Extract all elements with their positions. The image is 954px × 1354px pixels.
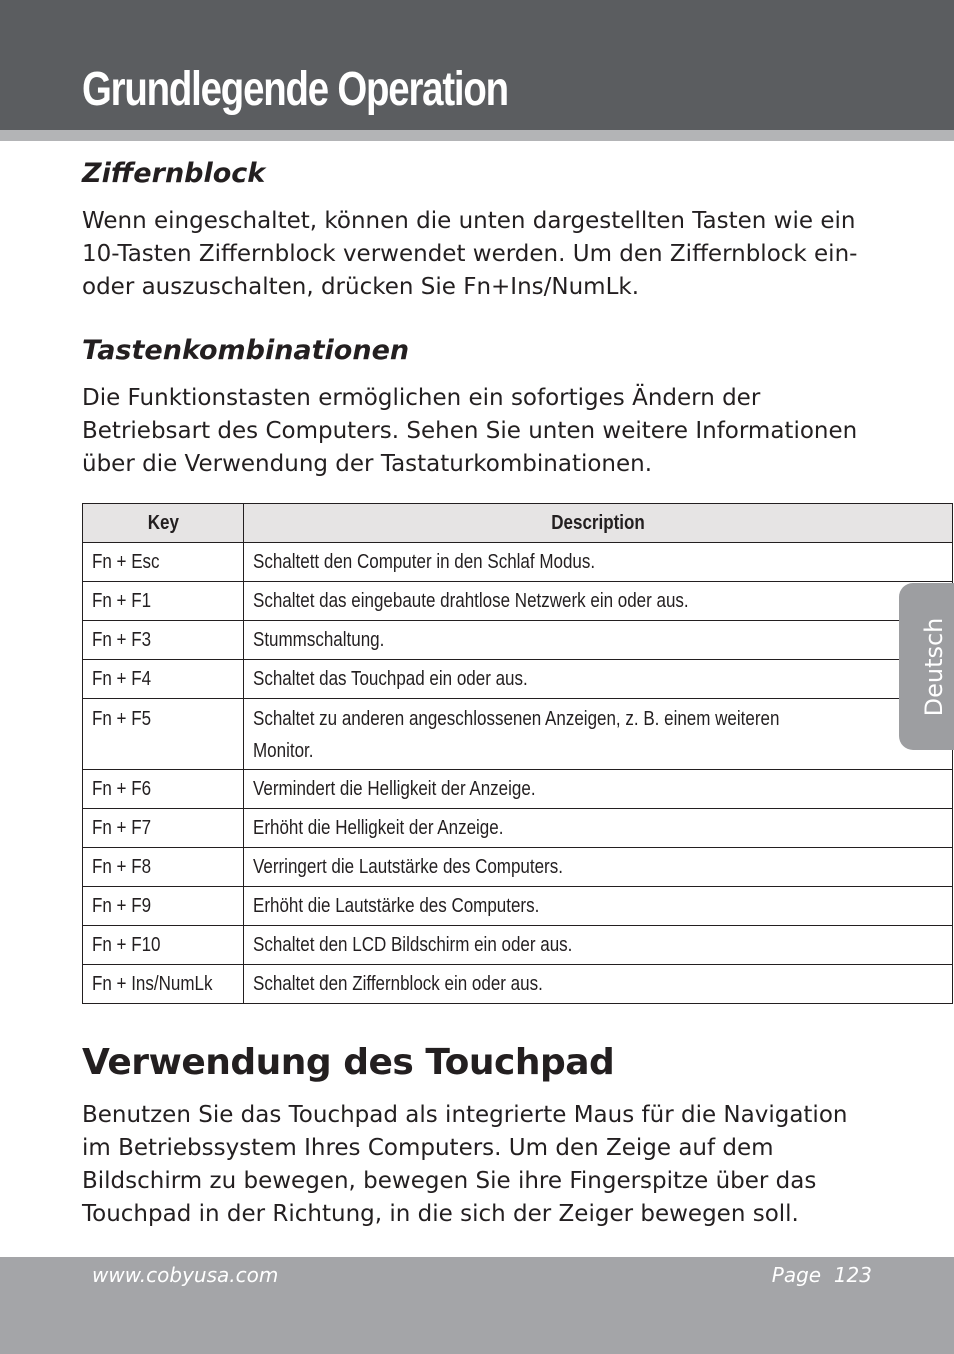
key-cell: Fn + F5: [83, 699, 244, 770]
description-cell: Stummschaltung.: [243, 621, 952, 660]
table-row: [83, 582, 953, 621]
description-cell: Verringert die Lautstärke des Computers.: [243, 848, 952, 887]
hotkey-table: [82, 503, 953, 1004]
table-row: [83, 699, 953, 770]
table-row: [83, 809, 953, 848]
table-row: [83, 965, 953, 1004]
key-cell: Fn + F1: [83, 582, 244, 621]
description-cell: Erhöht die Helligkeit der Anzeige.: [243, 809, 952, 848]
table-row: [83, 887, 953, 926]
key-cell: Fn + F8: [83, 848, 244, 887]
footer-url: www.cobyusa.com: [92, 1263, 279, 1287]
column-header-description: Description: [243, 504, 952, 543]
column-header-key: Key: [83, 504, 244, 543]
key-cell: Fn + F4: [83, 660, 244, 699]
description-cell: Schaltet das Touchpad ein oder aus.: [243, 660, 952, 699]
table-row: [83, 848, 953, 887]
description-cell: Schaltet den Ziffernblock ein oder aus.: [243, 965, 952, 1004]
section-body-touchpad: Benutzen Sie das Touchpad als integrierte Maus für die Navigation im Betriebssystem Ihres Computers. Um den Zeige auf dem Bildschirm zu bewegen, bewegen Sie ihre Fingerspitze über das Touchpad in der Richtung, in die sich der Zeiger bewegen soll.: [82, 1102, 848, 1227]
section-heading-touchpad: Verwendung des Touchpad: [82, 1042, 615, 1083]
key-cell: Fn + F7: [83, 809, 244, 848]
section-body-numpad: Wenn eingeschaltet, können die unten dargestellten Tasten wie ein 10-Tasten Ziffernblock verwendet werden. Um den Ziffernblock ein- oder auszuschalten, drücken Sie Fn+Ins/NumLk.: [82, 208, 858, 300]
description-cell: Schaltet den LCD Bildschirm ein oder aus.: [243, 926, 952, 965]
language-tab-label: Deutsch: [920, 617, 948, 717]
footer-page-number: Page 123: [771, 1263, 872, 1287]
table-row: [83, 770, 953, 809]
description-cell: Schaltet zu anderen angeschlossenen Anzeigen, z. B. einem weiteren Monitor.: [243, 699, 952, 770]
key-cell: Fn + F6: [83, 770, 244, 809]
key-cell: Fn + Ins/NumLk: [83, 965, 244, 1004]
table-row: [83, 621, 953, 660]
table-row: [83, 660, 953, 699]
key-cell: Fn + F10: [83, 926, 244, 965]
page-title: Grundlegende Operation: [82, 63, 508, 116]
description-cell: Vermindert die Helligkeit der Anzeige.: [243, 770, 952, 809]
language-side-tab: [899, 583, 954, 750]
table-row: [83, 926, 953, 965]
header-stripe: [0, 130, 954, 141]
description-cell: Schaltett den Computer in den Schlaf Modus.: [243, 543, 952, 582]
section-heading-numpad: Ziffernblock: [82, 158, 266, 189]
table-header-row: [83, 504, 953, 543]
section-heading-hotkeys: Tastenkombinationen: [82, 335, 410, 366]
description-cell: Schaltet das eingebaute drahtlose Netzwerk ein oder aus.: [243, 582, 952, 621]
key-cell: Fn + Esc: [83, 543, 244, 582]
description-cell: Erhöht die Lautstärke des Computers.: [243, 887, 952, 926]
section-body-hotkeys: Die Funktionstasten ermöglichen ein sofortiges Ändern der Betriebsart des Computers. Sehen Sie unten weitere Informationen über die Verwendung der Tastaturkombinationen.: [82, 385, 858, 477]
table-row: [83, 543, 953, 582]
key-cell: Fn + F9: [83, 887, 244, 926]
key-cell: Fn + F3: [83, 621, 244, 660]
